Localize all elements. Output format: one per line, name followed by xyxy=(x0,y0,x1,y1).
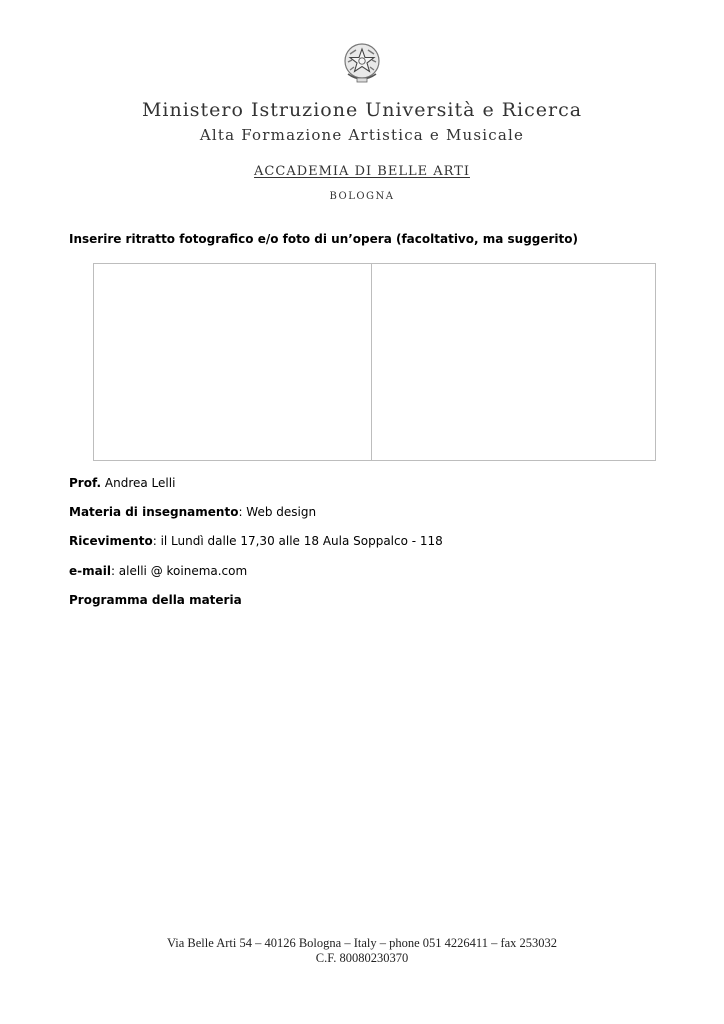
ministry-title: Ministero Istruzione Università e Ricerca xyxy=(141,99,583,121)
professor-value: Andrea Lelli xyxy=(101,476,176,490)
email-value: : alelli @ koinema.com xyxy=(110,564,248,578)
program-label: Programma della materia xyxy=(69,593,242,607)
subject-value: : Web design xyxy=(238,505,317,519)
subject-label: Materia di insegnamento xyxy=(69,505,239,519)
photo-instruction: Inserire ritratto fotografico e/o foto di un’opera (facoltativo, ma suggerito) xyxy=(69,232,579,246)
photo-table xyxy=(93,263,656,461)
office-hours-value: : il Lundì dalle 17,30 alle 18 Aula Soppalco - 118 xyxy=(152,534,443,548)
footer-address: Via Belle Arti 54 – 40126 Bologna – Italy – phone 051 4226411 – fax 253032 xyxy=(166,936,558,950)
institution-name: ACCADEMIA DI BELLE ARTI xyxy=(254,164,470,179)
footer-tax-code: C.F. 80080230370 xyxy=(315,951,409,965)
professor-label: Prof. xyxy=(69,476,102,490)
email-field xyxy=(69,564,247,578)
subject-field xyxy=(69,505,316,519)
artwork-photo-cell xyxy=(371,264,655,460)
italian-republic-emblem-icon xyxy=(340,40,384,86)
office-hours-field xyxy=(69,534,443,548)
program-heading xyxy=(69,593,242,607)
email-label: e-mail xyxy=(69,564,111,578)
institution-city: BOLOGNA xyxy=(329,191,395,202)
professor-field xyxy=(69,476,175,490)
afam-subtitle: Alta Formazione Artistica e Musicale xyxy=(199,126,525,144)
office-hours-label: Ricevimento xyxy=(69,534,153,548)
portrait-photo-cell xyxy=(94,264,371,460)
